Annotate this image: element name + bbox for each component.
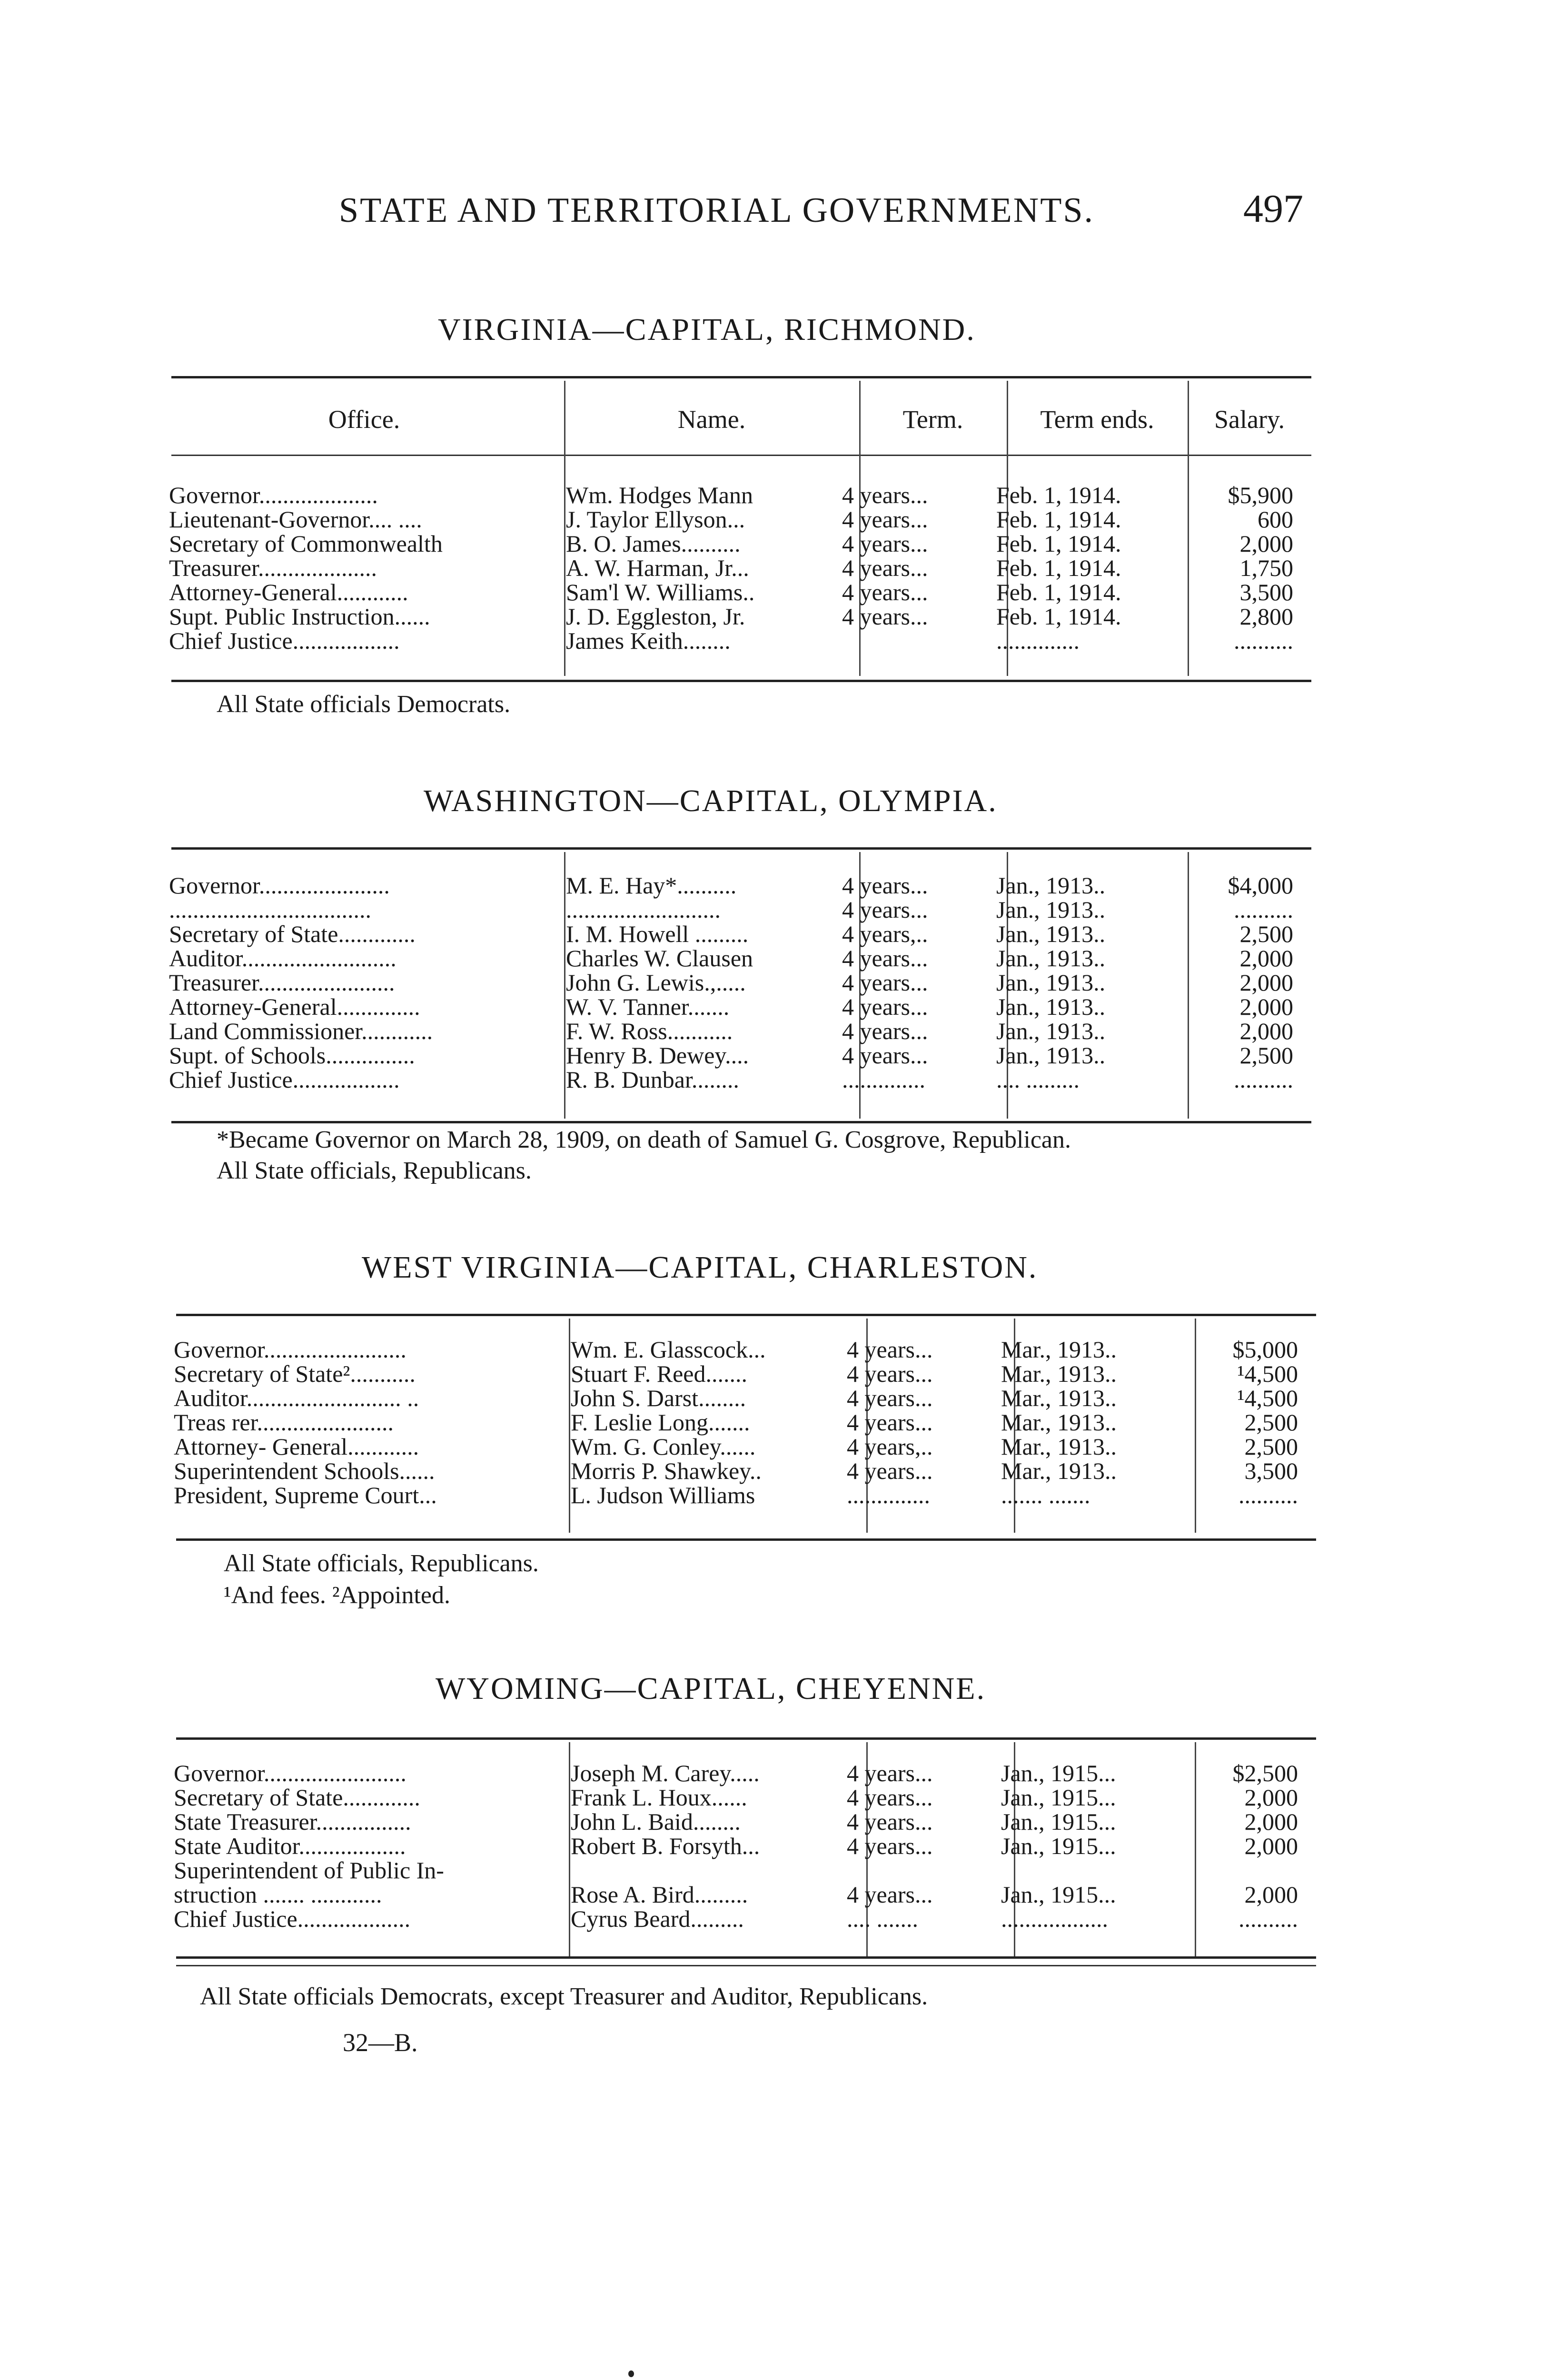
column-header-term: Term. bbox=[902, 405, 963, 434]
footnote: ¹And fees. ²Appointed. bbox=[224, 1582, 450, 1609]
table-top-rule bbox=[171, 376, 1311, 378]
table-row: Secretary of State............. I. M. Howell ......... 4 years,.. Jan., 1913.. 2,500 bbox=[169, 921, 1293, 947]
table-row: Supt. Public Instruction...... J. D. Eggleston, Jr. 4 years... Feb. 1, 1914. 2,800 bbox=[169, 603, 1293, 630]
table-row: Treasurer.................... A. W. Harman, Jr... 4 years... Feb. 1, 1914. 1,750 bbox=[169, 555, 1293, 581]
table-row: State Treasurer................ John L. Baid........ 4 years... Jan., 1915... 2,000 bbox=[174, 1808, 1298, 1835]
table-top-rule bbox=[171, 847, 1311, 850]
table-row: Governor........................ Joseph M. Carey..... 4 years... Jan., 1915... $2,500 bbox=[174, 1760, 1298, 1786]
ink-mark bbox=[628, 2370, 634, 2377]
table-bottom-rule bbox=[176, 1956, 1316, 1959]
column-header-salary: Salary. bbox=[1214, 405, 1285, 434]
table-row: Governor.................... Wm. Hodges Mann 4 years... Feb. 1, 1914. $5,900 bbox=[169, 482, 1293, 508]
table-row: Secretary of Commonwealth B. O. James.......... 4 years... Feb. 1, 1914. 2,000 bbox=[169, 530, 1293, 557]
table-row: Treasurer....................... John G. Lewis.,..... 4 years... Jan., 1913.. 2,000 bbox=[169, 969, 1293, 996]
footnote: *Became Governor on March 28, 1909, on death of Samuel G. Cosgrove, Republican. bbox=[217, 1126, 1071, 1153]
table-row: Chief Justice.................. James Keith........ .............. .......... bbox=[169, 627, 1293, 654]
footnote: All State officials, Republicans. bbox=[224, 1550, 539, 1577]
table-row: Secretary of State²........... Stuart F. Reed....... 4 years... Mar., 1913.. ¹4,500 bbox=[174, 1360, 1298, 1387]
table-bottom-rule bbox=[171, 680, 1311, 682]
table-bottom-rule bbox=[171, 1121, 1311, 1123]
table-top-rule bbox=[176, 1314, 1316, 1316]
table-row: Auditor.......................... .. John S. Darst........ 4 years... Mar., 1913.. ¹4,500 bbox=[174, 1385, 1298, 1411]
footnote: All State officials, Republicans. bbox=[217, 1157, 532, 1184]
table-row: Attorney-General.............. W. V. Tanner....... 4 years... Jan., 1913.. 2,000 bbox=[169, 993, 1293, 1020]
table-row: Attorney- General............ Wm. G. Conley...... 4 years,.. Mar., 1913.. 2,500 bbox=[174, 1433, 1298, 1460]
column-header-office: Office. bbox=[328, 405, 400, 434]
table-bottom-rule bbox=[176, 1538, 1316, 1541]
table-row: Lieutenant-Governor.... .... J. Taylor Ellyson... 4 years... Feb. 1, 1914. 600 bbox=[169, 506, 1293, 533]
running-head: STATE AND TERRITORIAL GOVERNMENTS. bbox=[339, 191, 1095, 230]
column-header-name: Name. bbox=[677, 405, 746, 434]
table-top-rule bbox=[176, 1737, 1316, 1740]
table-row: Secretary of State............. Frank L. Houx...... 4 years... Jan., 1915... 2,000 bbox=[174, 1784, 1298, 1811]
officials-table-west-virginia bbox=[174, 1338, 1304, 1507]
table-row: Attorney-General............ Sam'l W. Williams.. 4 years... Feb. 1, 1914. 3,500 bbox=[169, 579, 1293, 605]
table-row: Chief Justice.................. R. B. Dunbar........ .............. .... ......... .......... bbox=[169, 1066, 1293, 1093]
table-row: Land Commissioner............ F. W. Ross........... 4 years... Jan., 1913.. 2,000 bbox=[169, 1018, 1293, 1044]
officials-table-washington bbox=[169, 873, 1299, 1092]
section-title-west-virginia: WEST VIRGINIA—CAPITAL, CHARLESTON. bbox=[362, 1250, 1038, 1285]
table-row: President, Supreme Court... L. Judson Williams .............. ....... ....... .......... bbox=[174, 1482, 1298, 1508]
officials-table-virginia bbox=[169, 483, 1299, 653]
table-bottom-rule bbox=[176, 1965, 1316, 1966]
page-number: 497 bbox=[1243, 187, 1303, 231]
table-row: struction ....... ............ Rose A. Bird......... 4 years... Jan., 1915... 2,000 bbox=[174, 1881, 1298, 1908]
header-rule bbox=[171, 455, 1311, 456]
footnote: All State officials Democrats, except Treasurer and Auditor, Republicans. bbox=[200, 1983, 928, 2010]
table-row: Governor........................ Wm. E. Glasscock... 4 years... Mar., 1913.. $5,000 bbox=[174, 1336, 1298, 1363]
table-row: .................................. .......................... 4 years... Jan., 1913.. .......... bbox=[169, 896, 1293, 923]
table-row: Auditor.......................... Charles W. Clausen 4 years... Jan., 1913.. 2,000 bbox=[169, 945, 1293, 972]
section-title-virginia: VIRGINIA—CAPITAL, RICHMOND. bbox=[438, 312, 976, 347]
column-header-term-ends: Term ends. bbox=[1040, 405, 1154, 434]
table-row: Superintendent Schools...... Morris P. Shawkey.. 4 years... Mar., 1913.. 3,500 bbox=[174, 1458, 1298, 1484]
table-row: Chief Justice................... Cyrus Beard......... .... ....... .................. .......... bbox=[174, 1905, 1298, 1932]
section-title-washington: WASHINGTON—CAPITAL, OLYMPIA. bbox=[424, 783, 998, 818]
table-row: Treas rer....................... F. Leslie Long....... 4 years... Mar., 1913.. 2,500 bbox=[174, 1409, 1298, 1436]
footnote: All State officials Democrats. bbox=[217, 691, 511, 718]
table-row: State Auditor.................. Robert B. Forsyth... 4 years... Jan., 1915... 2,000 bbox=[174, 1833, 1298, 1859]
section-title-wyoming: WYOMING—CAPITAL, CHEYENNE. bbox=[436, 1671, 986, 1706]
officials-table-wyoming bbox=[174, 1761, 1304, 1931]
table-row: Governor...................... M. E. Hay*.......... 4 years... Jan., 1913.. $4,000 bbox=[169, 872, 1293, 899]
table-row: Superintendent of Public In- bbox=[174, 1857, 444, 1884]
table-row: Supt. of Schools............... Henry B. Dewey.... 4 years... Jan., 1913.. 2,500 bbox=[169, 1042, 1293, 1069]
folio-signature: 32—B. bbox=[343, 2028, 418, 2057]
